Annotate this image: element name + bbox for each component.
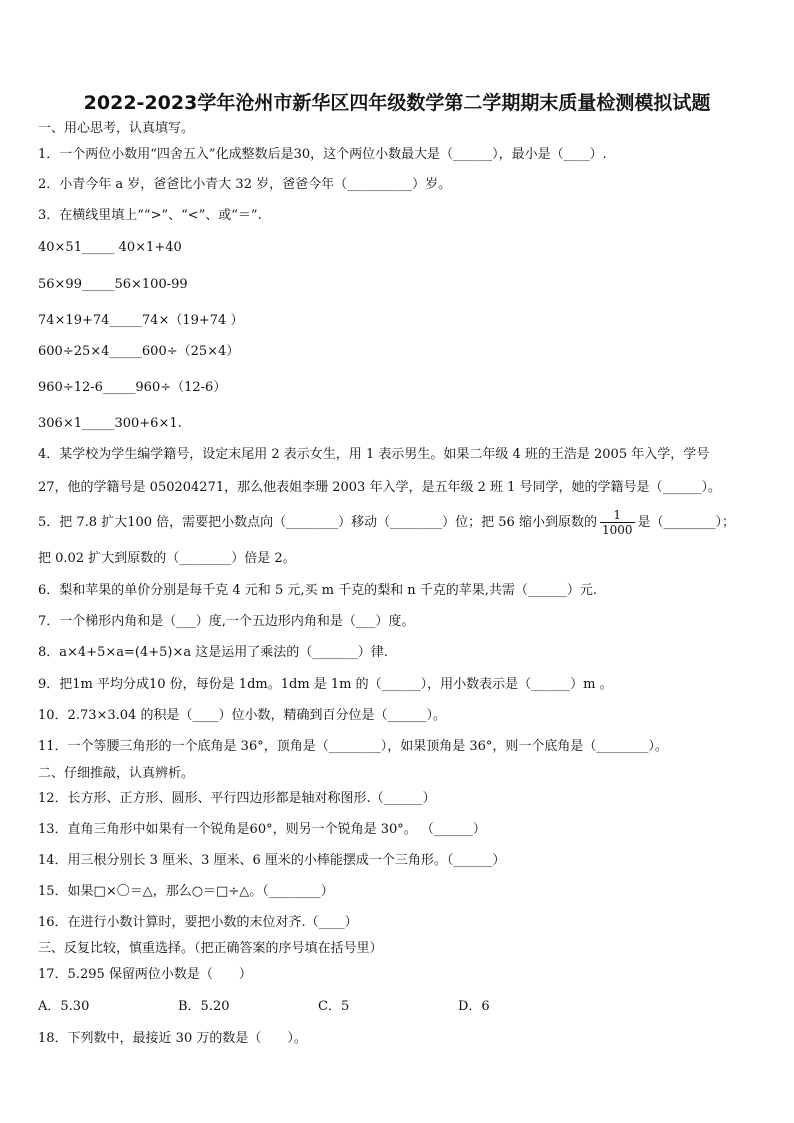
question-3-item: 56×99_____56×100-99 <box>38 277 188 292</box>
fraction <box>600 508 635 537</box>
question-3-item: 74×19+74_____74×（19+74 ） <box>38 313 244 328</box>
section-1-heading: 一、用心思考，认真填写。 <box>38 121 195 136</box>
page-title: 2022-2023学年沧州市新华区四年级数学第二学期期末质量检测模拟试题 <box>83 92 711 114</box>
question-5-line-1 <box>38 508 735 537</box>
question-3-item: 600÷25×4_____600÷（25×4） <box>38 344 240 359</box>
question-17: 17．5.295 保留两位小数是（ ） <box>38 967 252 982</box>
question-3-item: 306×1_____300+6×1. <box>38 416 182 431</box>
question-4-line-2: 27，他的学籍号是 050204271，那么他表姐李珊 2003 年入学，是五年级 2 班 1 号同学，她的学籍号是（______）。 <box>38 480 722 495</box>
fraction-numerator: 1 <box>613 508 622 522</box>
question-16: 16．在进行小数计算时，要把小数的末位对齐.（____） <box>38 915 358 930</box>
question-13: 13．直角三角形中如果有一个锐角是60°，则另一个锐角是 30°。 （______） <box>38 822 486 837</box>
option-d: D．6 <box>458 999 490 1014</box>
section-3-heading: 三、反复比较，慎重选择。（把正确答案的序号填在括号里） <box>38 941 383 956</box>
question-3-item: 960÷12-6_____960÷（12-6） <box>38 380 227 395</box>
question-14: 14．用三根分别长 3 厘米、3 厘米、6 厘米的小棒能摆成一个三角形。（______） <box>38 853 506 868</box>
question-2: 2．小青今年 a 岁，爸爸比小青大 32 岁，爸爸今年（__________）岁。 <box>38 177 452 192</box>
question-15: 15．如果□×〇＝△，那么○＝□÷△。（________） <box>38 884 334 899</box>
option-c: C．5 <box>318 999 350 1014</box>
question-9: 9．把1m 平均分成10 份，每份是 1dm。1dm 是 1m 的（______），用小数表示是（______）m 。 <box>38 677 613 692</box>
question-8: 8．a×4+5×a=(4+5)×a 这是运用了乘法的（_______）律. <box>38 645 388 660</box>
question-11: 11．一个等腰三角形的一个底角是 36°，顶角是（________），如果顶角是 36°，则一个底角是（________）。 <box>38 739 668 754</box>
question-5-line-2: 把 0.02 扩大到原数的（________）倍是 2。 <box>38 551 296 566</box>
fraction-denominator: 1000 <box>601 523 633 537</box>
question-3: 3．在横线里填上““>”、“<”、或“＝”. <box>38 208 262 223</box>
question-12: 12．长方形、正方形、圆形、平行四边形都是轴对称图形.（______） <box>38 791 436 806</box>
question-5-text-b: 是（________）； <box>637 515 736 530</box>
option-b: B．5.20 <box>178 999 230 1014</box>
section-2-heading: 二、仔细推敲，认真辨析。 <box>38 766 195 781</box>
question-3-item: 40×51_____ 40×1+40 <box>38 240 182 255</box>
question-7: 7．一个梯形内角和是（___）度,一个五边形内角和是（___）度。 <box>38 614 415 629</box>
question-18: 18．下列数中，最接近 30 万的数是（ ）。 <box>38 1031 307 1046</box>
option-a: A．5.30 <box>38 999 90 1014</box>
question-6: 6．梨和苹果的单价分别是每千克 4 元和 5 元,买 m 千克的梨和 n 千克的苹果,共需（______）元. <box>38 583 597 598</box>
question-1: 1．一个两位小数用“四舍五入”化成整数后是30，这个两位小数最大是（______），最小是（____）. <box>38 147 607 162</box>
question-4-line-1: 4．某学校为学生编学籍号，设定末尾用 2 表示女生，用 1 表示男生。如果二年级 4 班的王浩是 2005 年入学，学号 <box>38 447 710 462</box>
question-17-options <box>38 999 598 1015</box>
question-10: 10．2.73×3.04 的积是（____）位小数，精确到百分位是（______）。 <box>38 708 446 723</box>
question-5-text-a: 5．把 7.8 扩大100 倍，需要把小数点向（________）移动（________）位；把 56 缩小到原数的 <box>38 515 597 530</box>
